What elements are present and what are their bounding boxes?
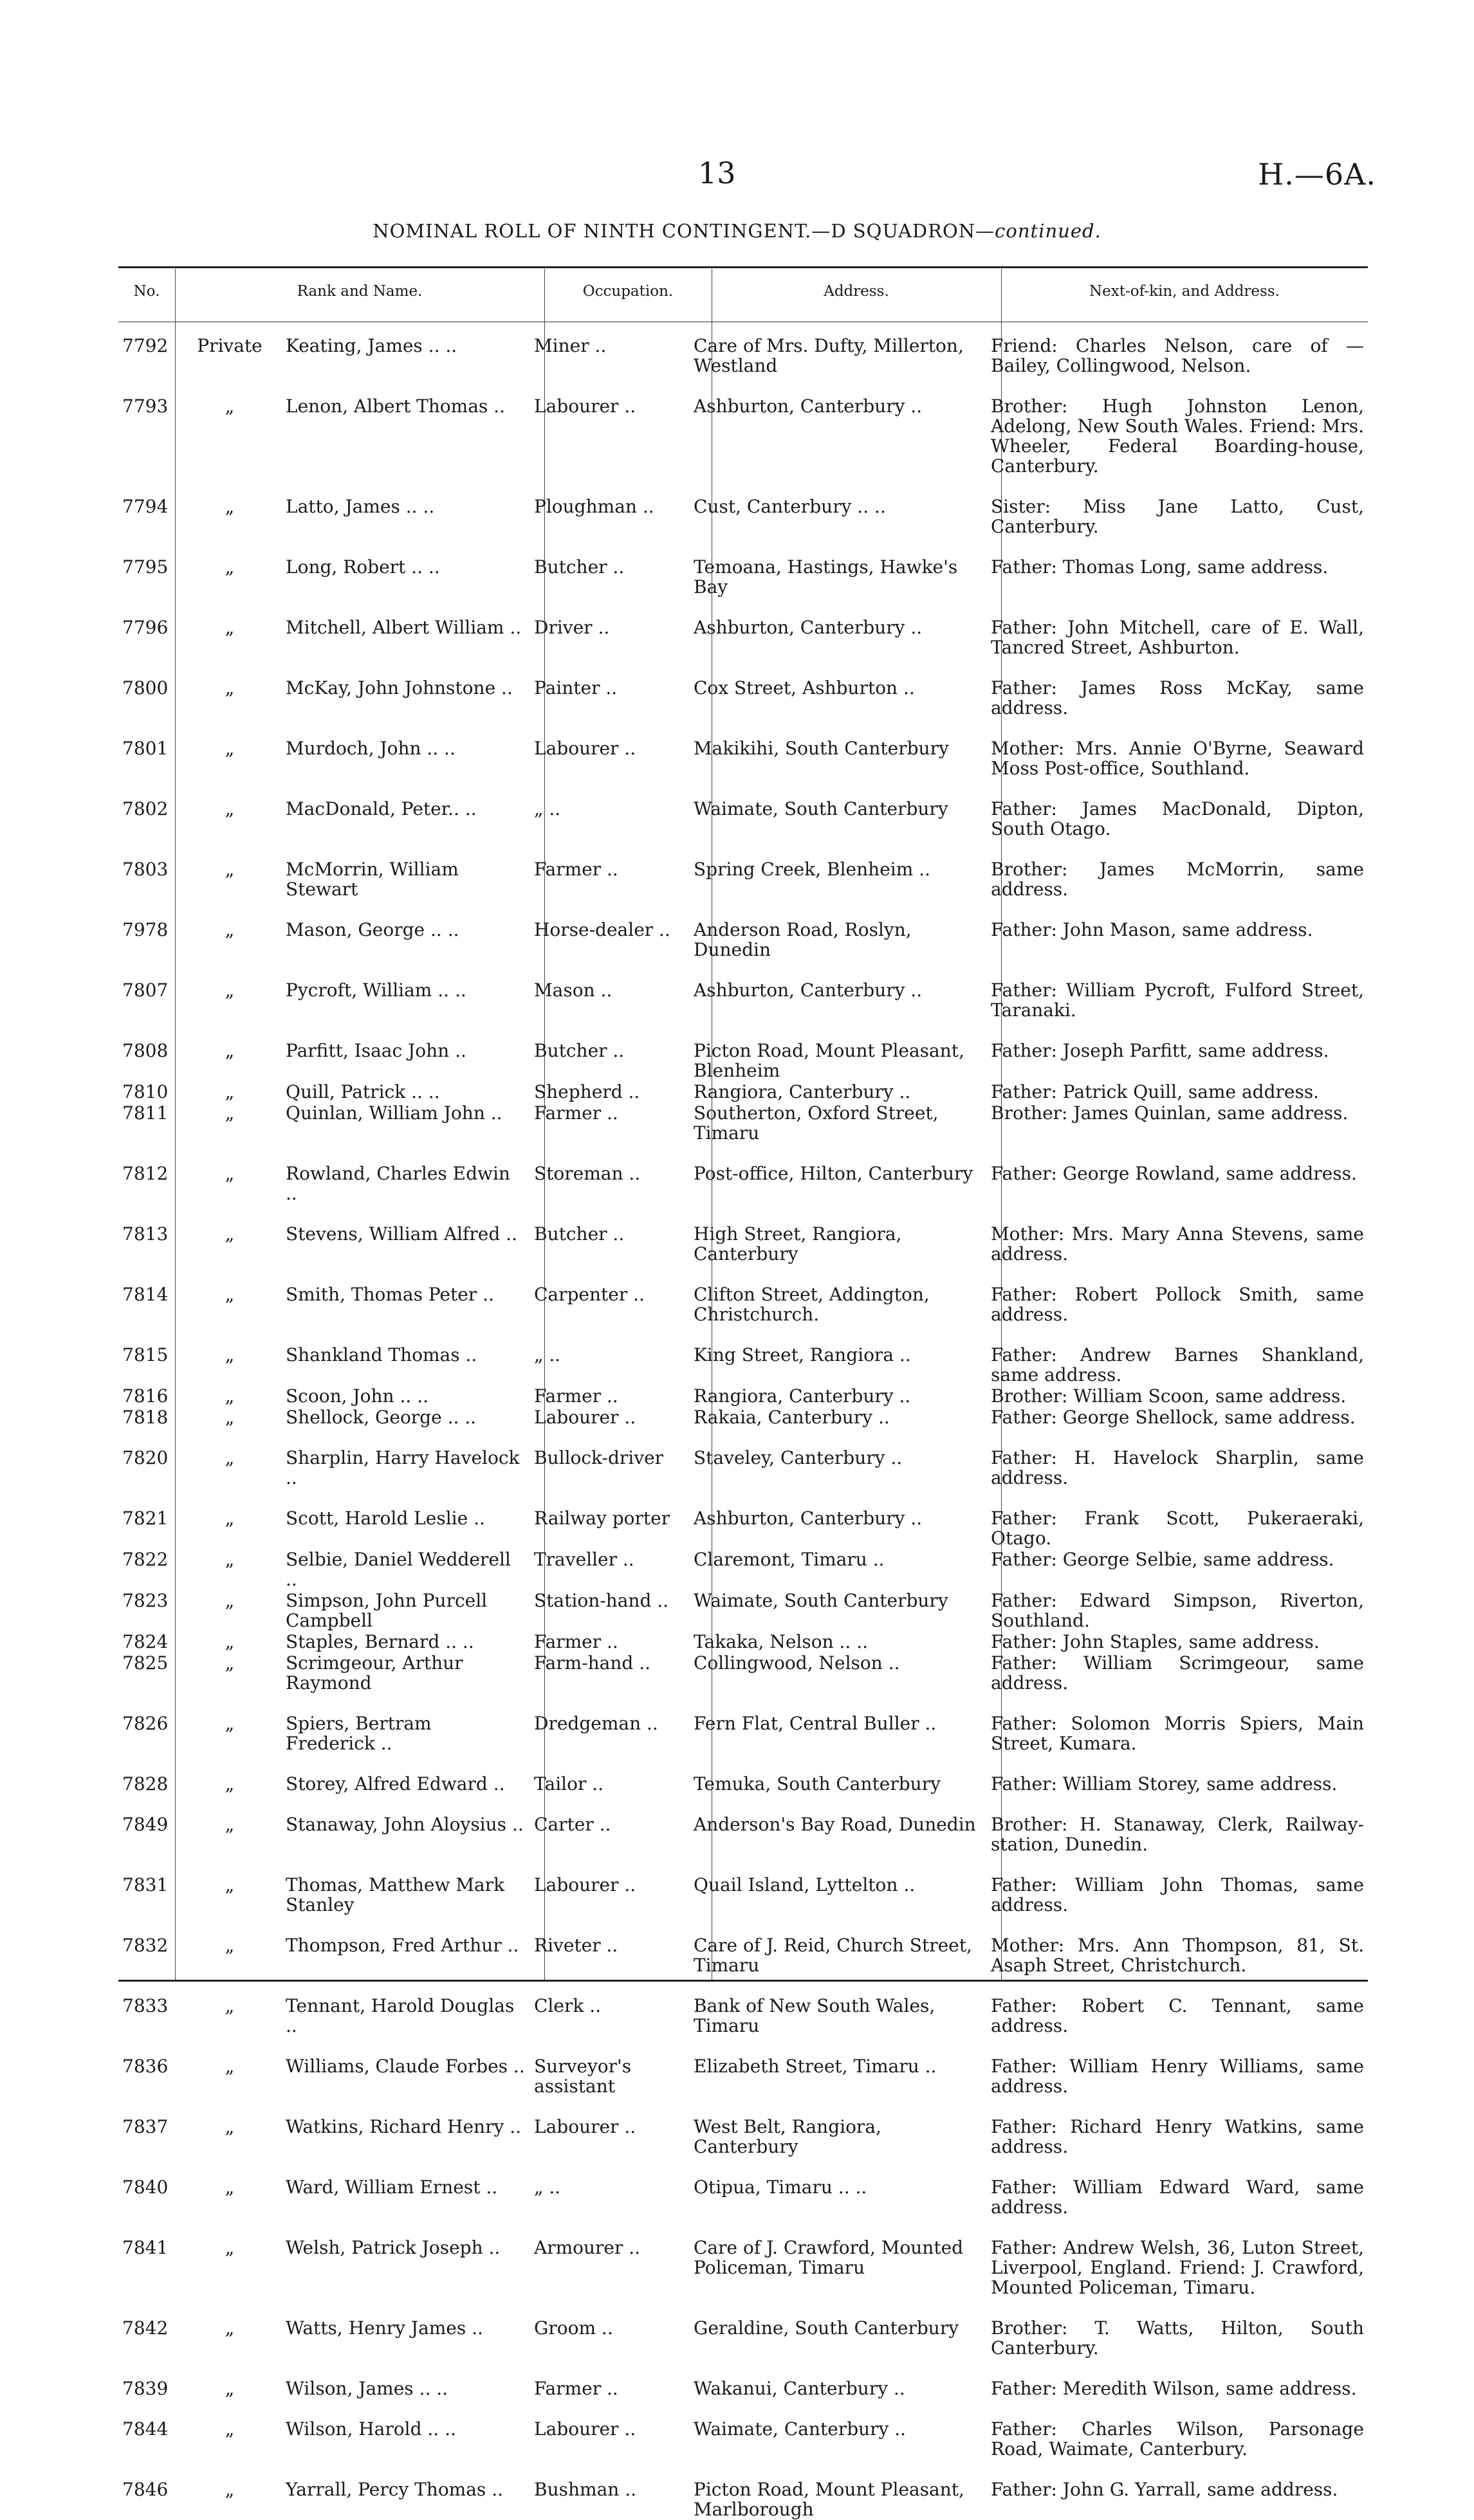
page-number: 13 xyxy=(698,156,736,190)
entry-next-of-kin: Father: William John Thomas, same address. xyxy=(991,1874,1364,1915)
roll-title xyxy=(0,220,1474,242)
entry-name: McKay, John Johnstone .. xyxy=(286,677,513,698)
entry-next-of-kin: Father: James MacDonald, Dipton, South Otago. xyxy=(991,798,1364,839)
entry-next-of-kin: Father: James Ross McKay, same address. xyxy=(991,677,1364,718)
entry-rank: „ xyxy=(225,2479,235,2500)
entry-number: 7803 xyxy=(122,859,169,880)
table-row xyxy=(118,2358,1368,2398)
column-header-next-of-kin: Next-of-kin, and Address. xyxy=(1089,283,1280,300)
column-header-rank-name: Rank and Name. xyxy=(297,283,423,300)
entry-address: West Belt, Rangiora, Canterbury xyxy=(694,2116,881,2157)
entry-number: 7814 xyxy=(122,1284,169,1305)
entry-name: Spiers, Bertram Frederick .. xyxy=(286,1713,432,1754)
table-row xyxy=(118,1406,1368,1427)
entry-address: Elizabeth Street, Timaru .. xyxy=(694,2056,937,2077)
entry-name: Watts, Henry James .. xyxy=(286,2317,483,2339)
table-row xyxy=(118,1693,1368,1753)
entry-occupation: Ploughman .. xyxy=(534,496,654,517)
table-row xyxy=(118,657,1368,718)
table-row xyxy=(118,1427,1368,1488)
entry-next-of-kin: Brother: William Scoon, same address. xyxy=(991,1385,1347,1407)
entry-rank: „ xyxy=(225,1508,235,1529)
entry-number: 7810 xyxy=(122,1081,169,1102)
entry-address: Takaka, Nelson .. .. xyxy=(694,1631,869,1652)
entry-rank: „ xyxy=(225,2177,235,2198)
table-row xyxy=(118,960,1368,1020)
entry-rank: „ xyxy=(225,1549,235,1570)
entry-rank: „ xyxy=(225,1590,235,1611)
entry-number: 7824 xyxy=(122,1631,169,1652)
entry-number: 7812 xyxy=(122,1163,169,1184)
entry-rank: „ xyxy=(225,1284,235,1305)
entry-next-of-kin: Father: William Pycroft, Fulford Street, Taranaki. xyxy=(991,980,1364,1021)
entry-occupation: Butcher .. xyxy=(534,1040,625,1061)
entry-next-of-kin: Father: Robert Pollock Smith, same address. xyxy=(991,1284,1364,1325)
entry-next-of-kin: Mother: Mrs. Ann Thompson, 81, St. Asaph Street, Christchurch. xyxy=(991,1935,1364,1976)
entry-name: Yarrall, Percy Thomas .. xyxy=(286,2479,503,2500)
entry-rank: Private xyxy=(197,335,263,356)
entry-next-of-kin: Father: Andrew Barnes Shankland, same address. xyxy=(991,1344,1364,1385)
entry-name: Quinlan, William John .. xyxy=(286,1102,502,1124)
entry-name: MacDonald, Peter.. .. xyxy=(286,798,477,819)
entry-number: 7820 xyxy=(122,1447,169,1468)
column-header-no: No. xyxy=(133,283,160,300)
entry-number: 7844 xyxy=(122,2418,169,2440)
entry-occupation: Surveyor's assistant xyxy=(534,2056,632,2097)
entry-next-of-kin: Brother: H. Stanaway, Clerk, Railway-station, Dunedin. xyxy=(991,1814,1364,1855)
column-header-occupation: Occupation. xyxy=(582,283,674,300)
entry-name: Ward, William Ernest .. xyxy=(286,2177,498,2198)
entry-number: 7801 xyxy=(122,738,169,759)
table-row xyxy=(118,1975,1368,2036)
entry-name: Williams, Claude Forbes .. xyxy=(286,2056,525,2077)
entry-number: 7816 xyxy=(122,1385,169,1407)
entry-next-of-kin: Father: Solomon Morris Spiers, Main Street, Kumara. xyxy=(991,1713,1364,1754)
entry-next-of-kin: Brother: James Quinlan, same address. xyxy=(991,1102,1349,1124)
entry-name: Wilson, Harold .. .. xyxy=(286,2418,456,2440)
entry-number: 7849 xyxy=(122,1814,169,1835)
entry-rank: „ xyxy=(225,1040,235,1061)
entry-address: Waimate, South Canterbury xyxy=(694,1590,948,1611)
entry-next-of-kin: Brother: James McMorrin, same address. xyxy=(991,859,1364,900)
column-header-address: Address. xyxy=(824,283,889,300)
entry-address: Wakanui, Canterbury .. xyxy=(694,2378,905,2399)
entry-address: Temuka, South Canterbury xyxy=(694,1773,941,1794)
entry-rank: „ xyxy=(225,1102,235,1124)
entry-occupation: Groom .. xyxy=(534,2317,613,2339)
entry-address: Anderson Road, Roslyn, Dunedin xyxy=(694,919,912,960)
table-row xyxy=(118,778,1368,839)
table-row xyxy=(118,1324,1368,1385)
entry-name: Scoon, John .. .. xyxy=(286,1385,428,1407)
entry-occupation: Farmer .. xyxy=(534,2378,618,2399)
entry-address: Post-office, Hilton, Canterbury xyxy=(694,1163,973,1184)
entry-name: Latto, James .. .. xyxy=(286,496,435,517)
table-row xyxy=(118,2157,1368,2217)
table-row xyxy=(118,1915,1368,1975)
entry-next-of-kin: Father: George Shellock, same address. xyxy=(991,1407,1356,1428)
table-row xyxy=(118,597,1368,657)
entry-occupation: Butcher .. xyxy=(534,1223,625,1245)
entry-number: 7837 xyxy=(122,2116,169,2137)
entry-occupation: Traveller .. xyxy=(534,1549,634,1570)
table-row xyxy=(118,839,1368,899)
entry-name: Keating, James .. .. xyxy=(286,335,457,356)
entry-name: Long, Robert .. .. xyxy=(286,556,440,578)
entry-rank: „ xyxy=(225,556,235,578)
entry-rank: „ xyxy=(225,1163,235,1184)
entry-rank: „ xyxy=(225,919,235,940)
entry-number: 7794 xyxy=(122,496,169,517)
entry-occupation: Farmer .. xyxy=(534,859,618,880)
table-row xyxy=(118,1589,1368,1630)
entry-name: Murdoch, John .. .. xyxy=(286,738,456,759)
entry-occupation: Labourer .. xyxy=(534,738,636,759)
entry-rank: „ xyxy=(225,738,235,759)
entry-occupation: Armourer .. xyxy=(534,2237,641,2258)
entry-next-of-kin: Brother: Hugh Johnston Lenon, Adelong, New South Wales. Friend: Mrs. Wheeler, Federal Boarding-house, Canterbury. xyxy=(991,396,1364,477)
entry-address: High Street, Rangiora, Canterbury xyxy=(694,1223,902,1265)
entry-address: Care of J. Reid, Church Street, Timaru xyxy=(694,1935,972,1976)
entry-address: Ashburton, Canterbury .. xyxy=(694,396,923,417)
entry-name: Shellock, George .. .. xyxy=(286,1407,477,1428)
entry-name: Staples, Bernard .. .. xyxy=(286,1631,474,1652)
entry-number: 7831 xyxy=(122,1874,169,1895)
entry-occupation: Storeman .. xyxy=(534,1163,641,1184)
table-row xyxy=(118,2459,1368,2519)
entry-rank: „ xyxy=(225,677,235,698)
entry-number: 7796 xyxy=(122,617,169,638)
entry-rank: „ xyxy=(225,1385,235,1407)
entry-rank: „ xyxy=(225,1344,235,1365)
table-row xyxy=(118,1385,1368,1406)
entry-name: Quill, Patrick .. .. xyxy=(286,1081,440,1102)
entry-next-of-kin: Father: John Mason, same address. xyxy=(991,919,1313,940)
table-row xyxy=(118,2217,1368,2297)
entry-next-of-kin: Father: Thomas Long, same address. xyxy=(991,556,1329,578)
entry-occupation: Railway porter xyxy=(534,1508,670,1529)
entry-occupation: Horse-dealer .. xyxy=(534,919,670,940)
entry-occupation: Labourer .. xyxy=(534,396,636,417)
table-row xyxy=(118,1548,1368,1589)
entry-rank: „ xyxy=(225,2418,235,2440)
table-row xyxy=(118,1753,1368,1794)
entry-rank: „ xyxy=(225,2116,235,2137)
entry-number: 7826 xyxy=(122,1713,169,1734)
table-top-rule xyxy=(118,266,1368,268)
entry-next-of-kin: Father: William Edward Ward, same address. xyxy=(991,2177,1364,2218)
table-row xyxy=(118,1488,1368,1548)
table-row xyxy=(118,476,1368,536)
entry-occupation: Painter .. xyxy=(534,677,618,698)
entry-address: Cox Street, Ashburton .. xyxy=(694,677,915,698)
entry-occupation: Bullock-driver xyxy=(534,1447,664,1468)
entry-next-of-kin: Brother: T. Watts, Hilton, South Canterbury. xyxy=(991,2317,1364,2359)
entry-next-of-kin: Friend: Charles Nelson, care of — Bailey, Collingwood, Nelson. xyxy=(991,335,1364,376)
table-row xyxy=(118,2036,1368,2096)
entry-number: 7833 xyxy=(122,1995,169,2016)
entry-occupation: Bushman .. xyxy=(534,2479,636,2500)
entry-address: Fern Flat, Central Buller .. xyxy=(694,1713,937,1734)
entry-occupation: Farmer .. xyxy=(534,1102,618,1124)
entry-name: Tennant, Harold Douglas .. xyxy=(286,1995,515,2036)
entry-next-of-kin: Father: George Rowland, same address. xyxy=(991,1163,1357,1184)
entry-next-of-kin: Father: Andrew Welsh, 36, Luton Street, Liverpool, England. Friend: J. Crawford, Mounted Policeman, Timaru. xyxy=(991,2237,1364,2298)
entry-address: Waimate, South Canterbury xyxy=(694,798,948,819)
entry-name: Sharplin, Harry Havelock .. xyxy=(286,1447,520,1488)
table-row xyxy=(118,536,1368,597)
table-row xyxy=(118,1264,1368,1324)
entry-next-of-kin: Father: George Selbie, same address. xyxy=(991,1549,1334,1570)
entry-next-of-kin: Father: Charles Wilson, Parsonage Road, Waimate, Canterbury. xyxy=(991,2418,1364,2460)
entry-number: 7802 xyxy=(122,798,169,819)
entry-number: 7825 xyxy=(122,1652,169,1674)
entry-rank: „ xyxy=(225,2317,235,2339)
entry-name: Watkins, Richard Henry .. xyxy=(286,2116,521,2137)
table-row xyxy=(118,1081,1368,1102)
entry-next-of-kin: Father: William Storey, same address. xyxy=(991,1773,1338,1794)
entry-address: Collingwood, Nelson .. xyxy=(694,1652,900,1674)
entry-rank: „ xyxy=(225,1631,235,1652)
table-row xyxy=(118,1794,1368,1854)
entry-next-of-kin: Father: Patrick Quill, same address. xyxy=(991,1081,1320,1102)
entry-number: 7807 xyxy=(122,980,169,1001)
entry-name: Mason, George .. .. xyxy=(286,919,459,940)
entry-number: 7815 xyxy=(122,1344,169,1365)
entry-address: Picton Road, Mount Pleasant, Blenheim xyxy=(694,1040,964,1081)
entry-rank: „ xyxy=(225,1874,235,1895)
table-row xyxy=(118,1652,1368,1693)
table-row xyxy=(118,1102,1368,1143)
entry-next-of-kin: Father: Edward Simpson, Riverton, Southland. xyxy=(991,1590,1364,1631)
nominal-roll-table xyxy=(118,336,1368,2519)
entry-number: 7811 xyxy=(122,1102,169,1124)
entry-name: Stanaway, John Aloysius .. xyxy=(286,1814,524,1835)
entry-number: 7818 xyxy=(122,1407,169,1428)
entry-rank: „ xyxy=(225,798,235,819)
entry-rank: „ xyxy=(225,1935,235,1956)
entry-rank: „ xyxy=(225,1223,235,1245)
entry-number: 7978 xyxy=(122,919,169,940)
entry-address: Care of J. Crawford, Mounted Policeman, Timaru xyxy=(694,2237,964,2278)
entry-occupation: Tailor .. xyxy=(534,1773,604,1794)
entry-next-of-kin: Father: H. Havelock Sharplin, same address. xyxy=(991,1447,1364,1488)
entry-address: Claremont, Timaru .. xyxy=(694,1549,885,1570)
entry-name: Wilson, James .. .. xyxy=(286,2378,448,2399)
entry-address: Bank of New South Wales, Timaru xyxy=(694,1995,935,2036)
entry-number: 7800 xyxy=(122,677,169,698)
entry-address: Otipua, Timaru .. .. xyxy=(694,2177,867,2198)
entry-next-of-kin: Father: John Mitchell, care of E. Wall, Tancred Street, Ashburton. xyxy=(991,617,1364,658)
entry-occupation: „ .. xyxy=(534,1344,561,1365)
entry-name: Scott, Harold Leslie .. xyxy=(286,1508,485,1529)
entry-rank: „ xyxy=(225,1447,235,1468)
nominal-roll-body xyxy=(118,336,1368,2519)
entry-occupation: Labourer .. xyxy=(534,1407,636,1428)
entry-number: 7795 xyxy=(122,556,169,578)
entry-rank: „ xyxy=(225,1713,235,1734)
roll-title-continued: continued. xyxy=(995,220,1101,242)
entry-occupation: Labourer .. xyxy=(534,2116,636,2137)
table-row xyxy=(118,2297,1368,2358)
entry-name: Shankland Thomas .. xyxy=(286,1344,477,1365)
entry-rank: „ xyxy=(225,1995,235,2016)
entry-address: Geraldine, South Canterbury xyxy=(694,2317,959,2339)
entry-rank: „ xyxy=(225,2056,235,2077)
entry-next-of-kin: Father: Joseph Parfitt, same address. xyxy=(991,1040,1329,1061)
entry-address: Rakaia, Canterbury .. xyxy=(694,1407,890,1428)
entry-next-of-kin: Mother: Mrs. Annie O'Byrne, Seaward Moss Post-office, Southland. xyxy=(991,738,1364,779)
entry-address: Waimate, Canterbury .. xyxy=(694,2418,907,2440)
entry-rank: „ xyxy=(225,980,235,1001)
entry-rank: „ xyxy=(225,496,235,517)
entry-number: 7828 xyxy=(122,1773,169,1794)
entry-occupation: Shepherd .. xyxy=(534,1081,640,1102)
entry-address: Temoana, Hastings, Hawke's Bay xyxy=(694,556,958,598)
entry-next-of-kin: Father: William Scrimgeour, same address. xyxy=(991,1652,1364,1694)
entry-occupation: Dredgeman .. xyxy=(534,1713,658,1734)
entry-number: 7841 xyxy=(122,2237,169,2258)
entry-next-of-kin: Father: Frank Scott, Pukeraeraki, Otago. xyxy=(991,1508,1364,1549)
entry-rank: „ xyxy=(225,2378,235,2399)
entry-address: Ashburton, Canterbury .. xyxy=(694,980,923,1001)
table-row xyxy=(118,376,1368,476)
entry-number: 7842 xyxy=(122,2317,169,2339)
entry-occupation: Farm-hand .. xyxy=(534,1652,651,1674)
entry-rank: „ xyxy=(225,617,235,638)
entry-next-of-kin: Father: William Henry Williams, same address. xyxy=(991,2056,1364,2097)
entry-name: Simpson, John Purcell Campbell xyxy=(286,1590,488,1631)
entry-rank: „ xyxy=(225,1081,235,1102)
entry-occupation: Butcher .. xyxy=(534,556,625,578)
entry-number: 7808 xyxy=(122,1040,169,1061)
entry-number: 7821 xyxy=(122,1508,169,1529)
entry-name: Selbie, Daniel Wedderell .. xyxy=(286,1549,511,1590)
entry-number: 7792 xyxy=(122,335,169,356)
entry-number: 7793 xyxy=(122,396,169,417)
entry-next-of-kin: Father: Meredith Wilson, same address. xyxy=(991,2378,1357,2399)
entry-name: Thompson, Fred Arthur .. xyxy=(286,1935,519,1956)
entry-number: 7836 xyxy=(122,2056,169,2077)
entry-occupation: Carpenter .. xyxy=(534,1284,645,1305)
entry-address: Makikihi, South Canterbury xyxy=(694,738,949,759)
entry-address: Cust, Canterbury .. .. xyxy=(694,496,886,517)
entry-address: Quail Island, Lyttelton .. xyxy=(694,1874,916,1895)
entry-name: Thomas, Matthew Mark Stanley xyxy=(286,1874,505,1915)
entry-name: McMorrin, William Stewart xyxy=(286,859,459,900)
document-reference: H.—6A. xyxy=(1258,157,1376,192)
entry-address: Southerton, Oxford Street, Timaru xyxy=(694,1102,939,1144)
entry-occupation: Driver .. xyxy=(534,617,610,638)
entry-occupation: Farmer .. xyxy=(534,1631,618,1652)
entry-rank: „ xyxy=(225,1773,235,1794)
entry-occupation: Mason .. xyxy=(534,980,613,1001)
entry-rank: „ xyxy=(225,1814,235,1835)
entry-name: Rowland, Charles Edwin .. xyxy=(286,1163,510,1204)
entry-name: Welsh, Patrick Joseph .. xyxy=(286,2237,501,2258)
entry-occupation: Labourer .. xyxy=(534,2418,636,2440)
entry-address: Care of Mrs. Dufty, Millerton, Westland xyxy=(694,335,964,376)
entry-name: Lenon, Albert Thomas .. xyxy=(286,396,505,417)
table-row xyxy=(118,2096,1368,2157)
table-row xyxy=(118,1020,1368,1081)
entry-occupation: Riveter .. xyxy=(534,1935,618,1956)
entry-occupation: Labourer .. xyxy=(534,1874,636,1895)
entry-address: Ashburton, Canterbury .. xyxy=(694,617,923,638)
entry-number: 7823 xyxy=(122,1590,169,1611)
entry-occupation: „ .. xyxy=(534,2177,561,2198)
table-row xyxy=(118,2398,1368,2459)
entry-next-of-kin: Father: Robert C. Tennant, same address. xyxy=(991,1995,1364,2036)
entry-occupation: „ .. xyxy=(534,798,561,819)
entry-occupation: Carter .. xyxy=(534,1814,611,1835)
entry-number: 7840 xyxy=(122,2177,169,2198)
entry-occupation: Station-hand .. xyxy=(534,1590,669,1611)
entry-name: Parfitt, Isaac John .. xyxy=(286,1040,466,1061)
entry-number: 7822 xyxy=(122,1549,169,1570)
table-row xyxy=(118,1854,1368,1915)
entry-number: 7839 xyxy=(122,2378,169,2399)
entry-number: 7813 xyxy=(122,1223,169,1245)
entry-address: Spring Creek, Blenheim .. xyxy=(694,859,930,880)
entry-address: Picton Road, Mount Pleasant, Marlborough xyxy=(694,2479,964,2520)
entry-occupation: Farmer .. xyxy=(534,1385,618,1407)
entry-address: Ashburton, Canterbury .. xyxy=(694,1508,923,1529)
table-row xyxy=(118,899,1368,960)
entry-address: King Street, Rangiora .. xyxy=(694,1344,911,1365)
entry-occupation: Miner .. xyxy=(534,335,607,356)
entry-next-of-kin: Father: John Staples, same address. xyxy=(991,1631,1320,1652)
entry-next-of-kin: Father: Richard Henry Watkins, same address. xyxy=(991,2116,1364,2157)
table-row xyxy=(118,718,1368,778)
table-row xyxy=(118,1630,1368,1652)
entry-name: Scrimgeour, Arthur Raymond xyxy=(286,1652,463,1694)
entry-address: Rangiora, Canterbury .. xyxy=(694,1081,911,1102)
entry-address: Anderson's Bay Road, Dunedin xyxy=(694,1814,976,1835)
entry-number: 7846 xyxy=(122,2479,169,2500)
entry-next-of-kin: Father: John G. Yarrall, same address. xyxy=(991,2479,1338,2500)
entry-name: Mitchell, Albert William .. xyxy=(286,617,522,638)
entry-address: Clifton Street, Addington, Christchurch. xyxy=(694,1284,930,1325)
entry-next-of-kin: Sister: Miss Jane Latto, Cust, Canterbury. xyxy=(991,496,1364,537)
entry-rank: „ xyxy=(225,396,235,417)
entry-name: Stevens, William Alfred .. xyxy=(286,1223,517,1245)
entry-rank: „ xyxy=(225,859,235,880)
table-row xyxy=(118,1143,1368,1203)
entry-name: Pycroft, William .. .. xyxy=(286,980,466,1001)
entry-occupation: Clerk .. xyxy=(534,1995,602,2016)
entry-address: Rangiora, Canterbury .. xyxy=(694,1385,911,1407)
entry-name: Storey, Alfred Edward .. xyxy=(286,1773,505,1794)
entry-name: Smith, Thomas Peter .. xyxy=(286,1284,494,1305)
entry-rank: „ xyxy=(225,1407,235,1428)
table-row xyxy=(118,1203,1368,1264)
entry-number: 7832 xyxy=(122,1935,169,1956)
roll-title-main: NOMINAL ROLL OF NINTH CONTINGENT.—D SQUADRON— xyxy=(373,220,995,242)
entry-next-of-kin: Mother: Mrs. Mary Anna Stevens, same address. xyxy=(991,1223,1364,1265)
entry-address: Staveley, Canterbury .. xyxy=(694,1447,903,1468)
entry-rank: „ xyxy=(225,1652,235,1674)
table-row xyxy=(118,336,1368,376)
entry-rank: „ xyxy=(225,2237,235,2258)
